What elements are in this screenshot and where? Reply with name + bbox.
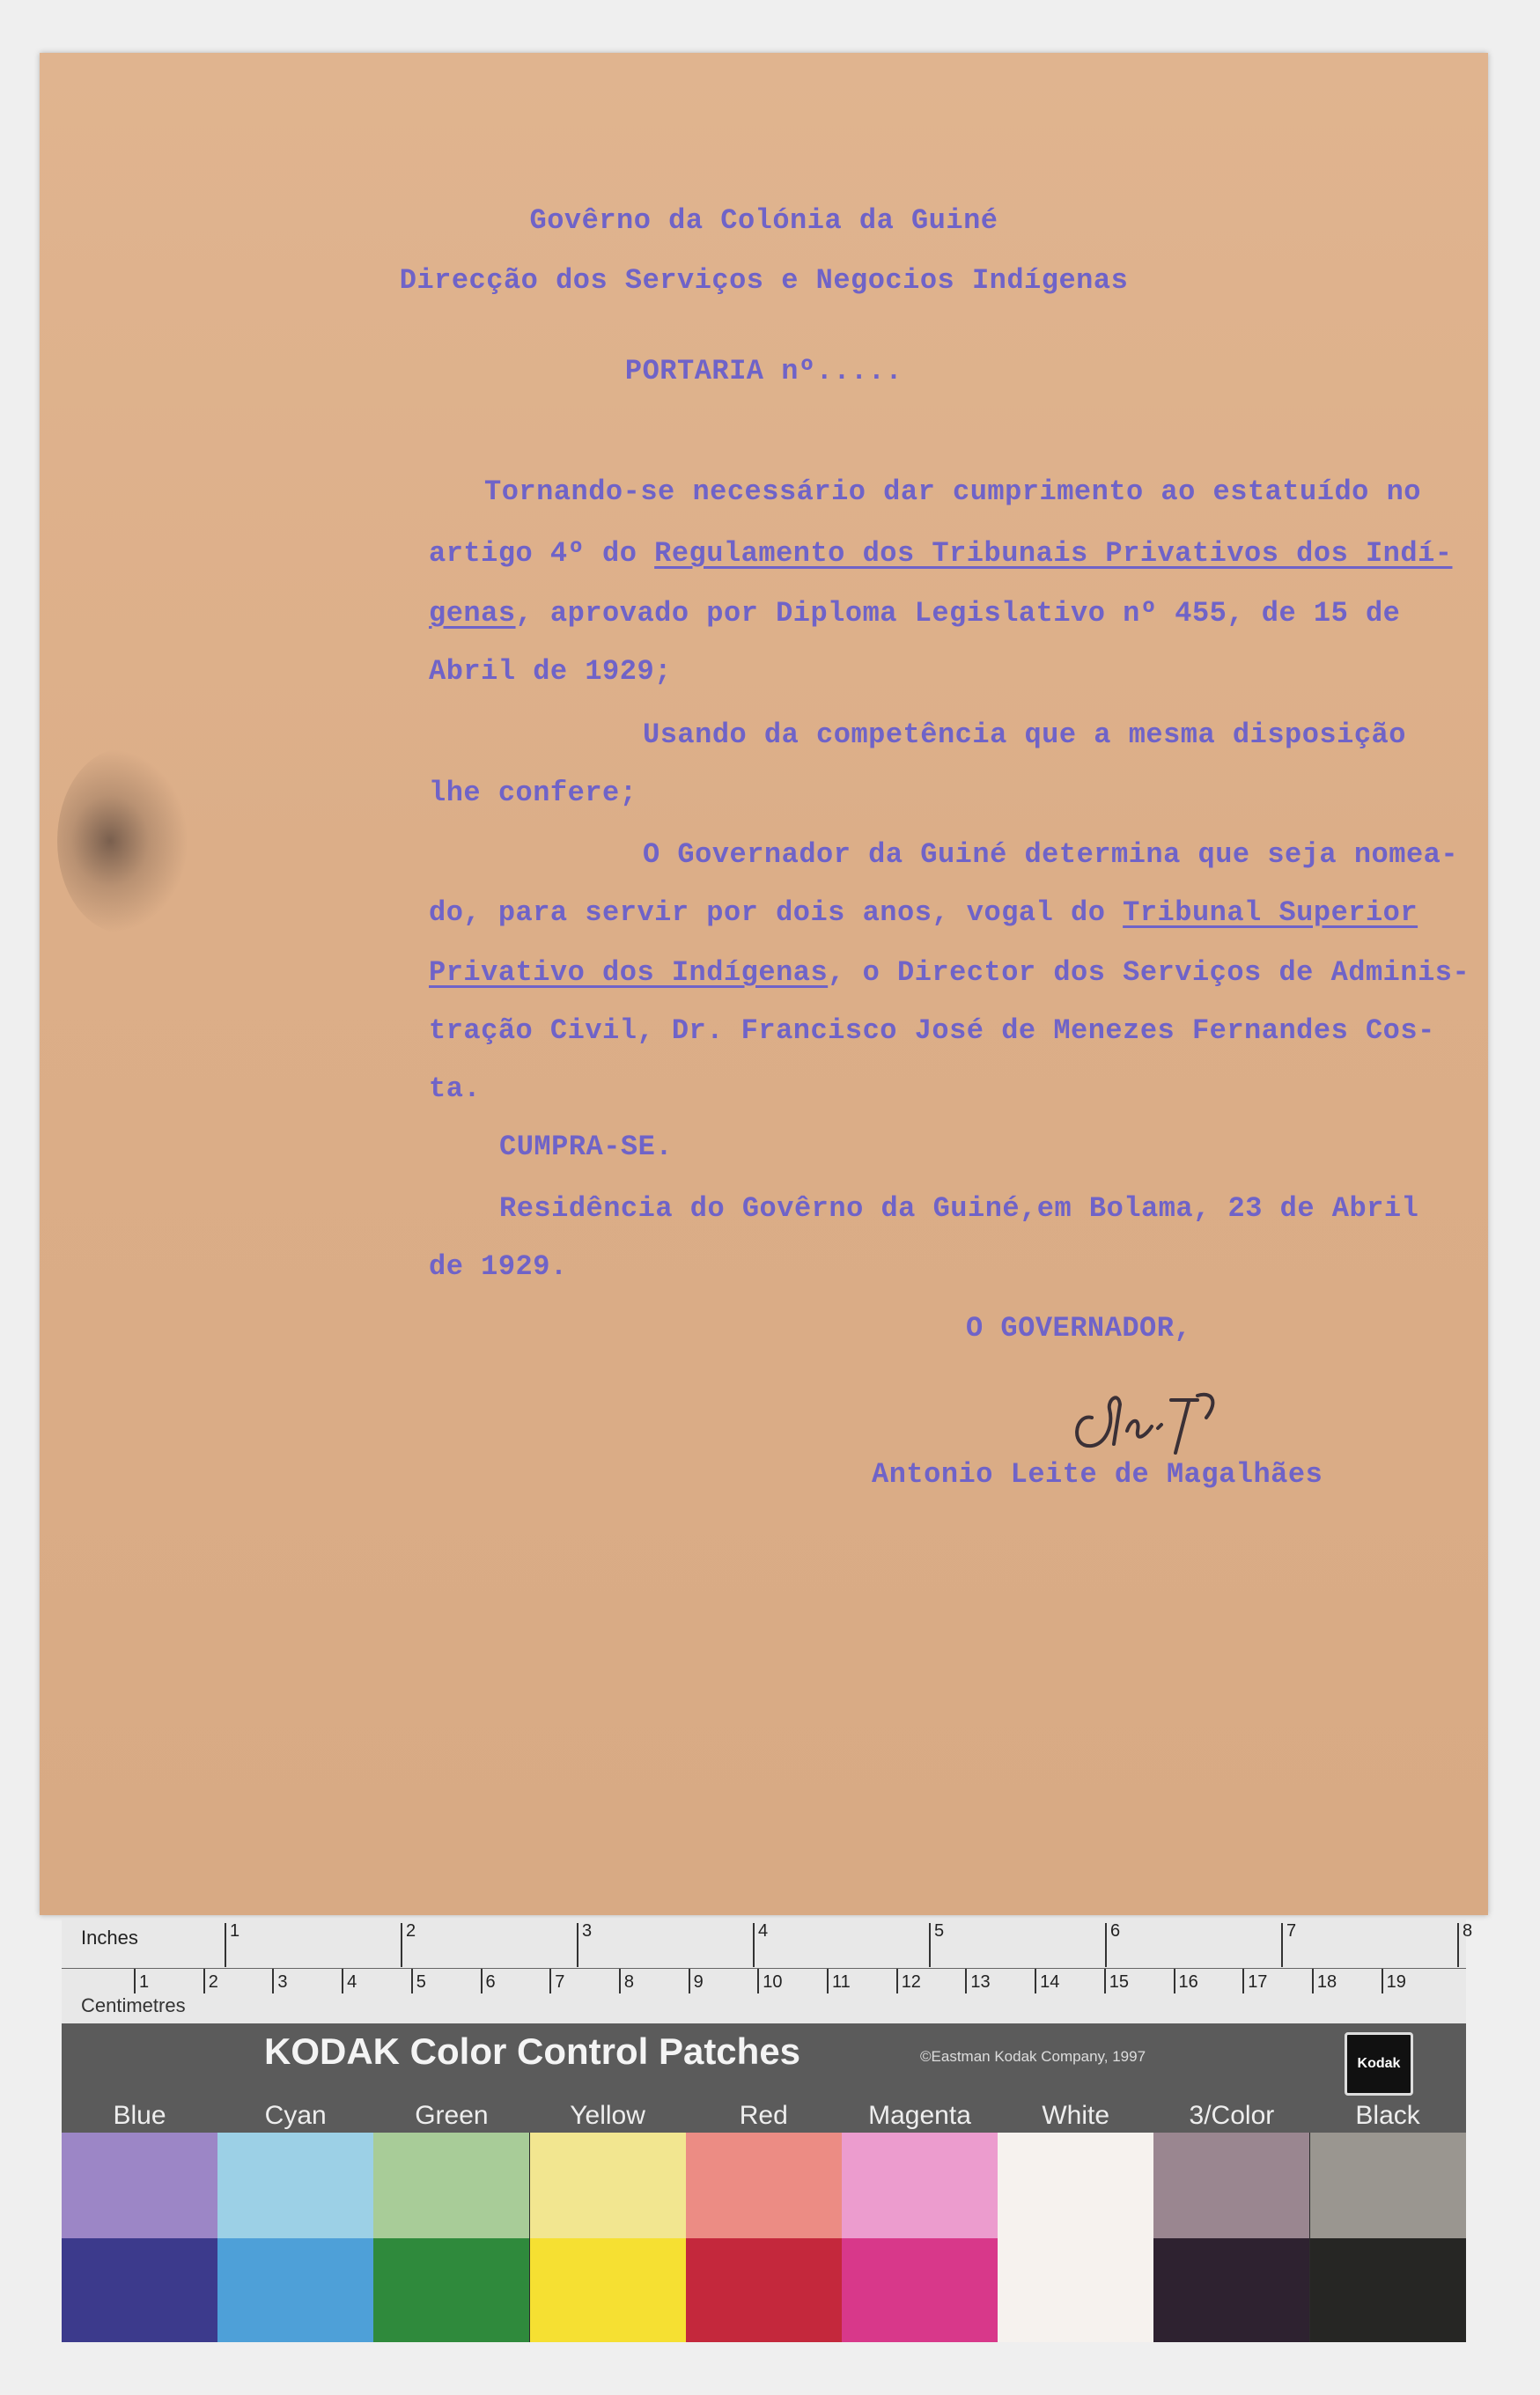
paragraph1-line2-start: artigo 4º do [429,537,655,570]
paragraph3-line5: ta. [429,1072,482,1105]
tribunal-superior-link-cont: Privativo dos Indígenas [429,956,829,989]
tribunal-superior-link: Tribunal Superior [1123,896,1418,929]
cm-tick-label: 14 [1040,1972,1060,1992]
cm-tick-mark [1312,1969,1314,1993]
patch-dark [1310,2238,1466,2342]
patch-dark [842,2238,998,2342]
cm-tick-mark [619,1969,621,1993]
inch-tick-label: 2 [406,1921,416,1941]
inch-tick-label: 3 [582,1921,593,1941]
inch-tick-label: 1 [230,1921,240,1941]
patch-light [998,2133,1153,2238]
residencia-line2: de 1929. [429,1250,568,1283]
ruler-inches-label: Inches [81,1927,138,1949]
cm-tick-label: 19 [1386,1972,1406,1992]
paragraph1-line1: Tornando-se necessário dar cumprimento ao estatuído no [484,475,1421,508]
inch-tick-mark [1281,1923,1283,1967]
paragraph2-line2: lhe confere; [429,777,637,809]
inch-tick-label: 8 [1463,1921,1473,1941]
color-target [62,1920,1473,2342]
patch-dark [217,2238,373,2342]
cm-tick-label: 7 [555,1972,565,1992]
patch-name: White [1042,2101,1110,2130]
cm-tick-mark [1104,1969,1106,1993]
cm-tick-label: 11 [832,1972,851,1992]
cm-tick-mark [1242,1969,1244,1993]
patch-name: 3/Color [1189,2101,1275,2130]
patch-light [686,2133,842,2238]
patch-dark [62,2238,217,2342]
patch-dark [373,2238,529,2342]
cm-tick-label: 3 [277,1972,288,1992]
patch-dark [686,2238,842,2342]
header-colony: Govêrno da Colónia da Guiné [529,204,998,237]
inch-tick-mark [929,1923,931,1967]
inch-tick-label: 4 [758,1921,769,1941]
kodak-bar [62,2023,1466,2096]
cm-tick-label: 12 [901,1972,921,1992]
paragraph1-line4: Abril de 1929; [429,655,672,688]
cm-tick-label: 6 [485,1972,496,1992]
cm-tick-mark [827,1969,829,1993]
paragraph3-line2 [429,896,1418,929]
paragraph1-line2 [429,537,1452,570]
cm-tick-mark [689,1969,690,1993]
inch-tick-mark [753,1923,755,1967]
cm-tick-mark [1174,1969,1175,1993]
cm-tick-mark [411,1969,413,1993]
patch-names [62,2096,1466,2133]
cm-tick-label: 4 [347,1972,357,1992]
inch-tick-label: 6 [1110,1921,1121,1941]
cm-tick-label: 17 [1248,1972,1268,1992]
patch-light [62,2133,217,2238]
cm-tick-mark [203,1969,205,1993]
cm-tick-mark [896,1969,898,1993]
cm-tick-label: 9 [693,1972,704,1992]
cm-tick-mark [965,1969,967,1993]
patch-dark [530,2238,686,2342]
patch-name: Blue [113,2101,166,2130]
paragraph3-line1: O Governador da Guiné determina que seja nomea- [643,838,1459,871]
inch-tick-mark [401,1923,402,1967]
inch-tick-mark [225,1923,226,1967]
document-page [40,53,1488,1915]
cm-tick-mark [1382,1969,1383,1993]
inch-tick-label: 7 [1286,1921,1297,1941]
paragraph1-line3 [429,597,1400,630]
kodak-logo-icon: Kodak [1345,2032,1413,2096]
patch-dark [1153,2238,1309,2342]
kodak-copyright: ©Eastman Kodak Company, 1997 [920,2048,1146,2065]
signatory-name: Antonio Leite de Magalhães [872,1458,1323,1491]
cm-tick-label: 8 [623,1972,635,1992]
patch-name: Black [1355,2101,1420,2130]
portaria-number: PORTARIA nº..... [624,355,903,387]
patch-name: Yellow [570,2101,645,2130]
cm-tick-label: 10 [763,1972,783,1992]
cm-tick-label: 13 [970,1972,991,1992]
regulamento-link-cont: genas [429,597,516,630]
cm-tick-label: 15 [1109,1972,1130,1992]
cm-tick-label: 16 [1178,1972,1198,1992]
cm-tick-mark [1035,1969,1036,1993]
ruler [62,1920,1473,2023]
regulamento-link: Regulamento dos Tribunais Privativos dos Indí- [654,537,1453,570]
patch-light [530,2133,686,2238]
kodak-title: KODAK Color Control Patches [264,2030,801,2072]
cm-tick-mark [549,1969,551,1993]
patch-light [373,2133,529,2238]
patch-name: Cyan [264,2101,327,2130]
paragraph2-line1: Usando da competência que a mesma disposição [643,718,1406,751]
paragraph3-line4: tração Civil, Dr. Francisco José de Menezes Fernandes Cos- [429,1014,1435,1047]
cm-tick-label: 18 [1316,1972,1337,1992]
cm-tick-label: 5 [416,1972,426,1992]
inch-tick-label: 5 [934,1921,945,1941]
patch-light [1310,2133,1466,2238]
patch-name: Red [739,2101,788,2130]
cm-tick-label: 1 [139,1972,150,1992]
cm-tick-mark [272,1969,274,1993]
paragraph1-line3-end: , aprovado por Diploma Legislativo nº 455, de 15 de [515,597,1401,630]
patch-dark [998,2238,1153,2342]
patch-light [842,2133,998,2238]
patch-name: Green [415,2101,489,2130]
governador-title: O GOVERNADOR, [966,1312,1192,1345]
document-text [40,53,1488,1915]
cm-tick-mark [757,1969,759,1993]
patch-name: Magenta [868,2101,971,2130]
cm-tick-mark [342,1969,343,1993]
patch-light [217,2133,373,2238]
cm-tick-mark [481,1969,483,1993]
handwritten-signature [1065,1365,1268,1462]
inch-tick-mark [1105,1923,1107,1967]
paragraph3-line2-start: do, para servir por dois anos, vogal do [429,896,1124,929]
inch-tick-mark [577,1923,578,1967]
cumpra-se: CUMPRA-SE. [499,1131,674,1163]
paragraph3-line3 [429,956,1470,989]
residencia-line1: Residência do Govêrno da Guiné,em Bolama, 23 de Abril [499,1192,1419,1225]
cm-tick-mark [134,1969,136,1993]
header-direction: Direcção dos Serviços e Negocios Indígenas [399,264,1129,297]
ruler-cm-label: Centimetres [81,1994,186,2016]
cm-tick-label: 2 [208,1972,218,1992]
inch-tick-mark [1457,1923,1459,1967]
patch-light [1153,2133,1309,2238]
paragraph3-line3-end: , o Director dos Serviços de Adminis- [828,956,1470,989]
